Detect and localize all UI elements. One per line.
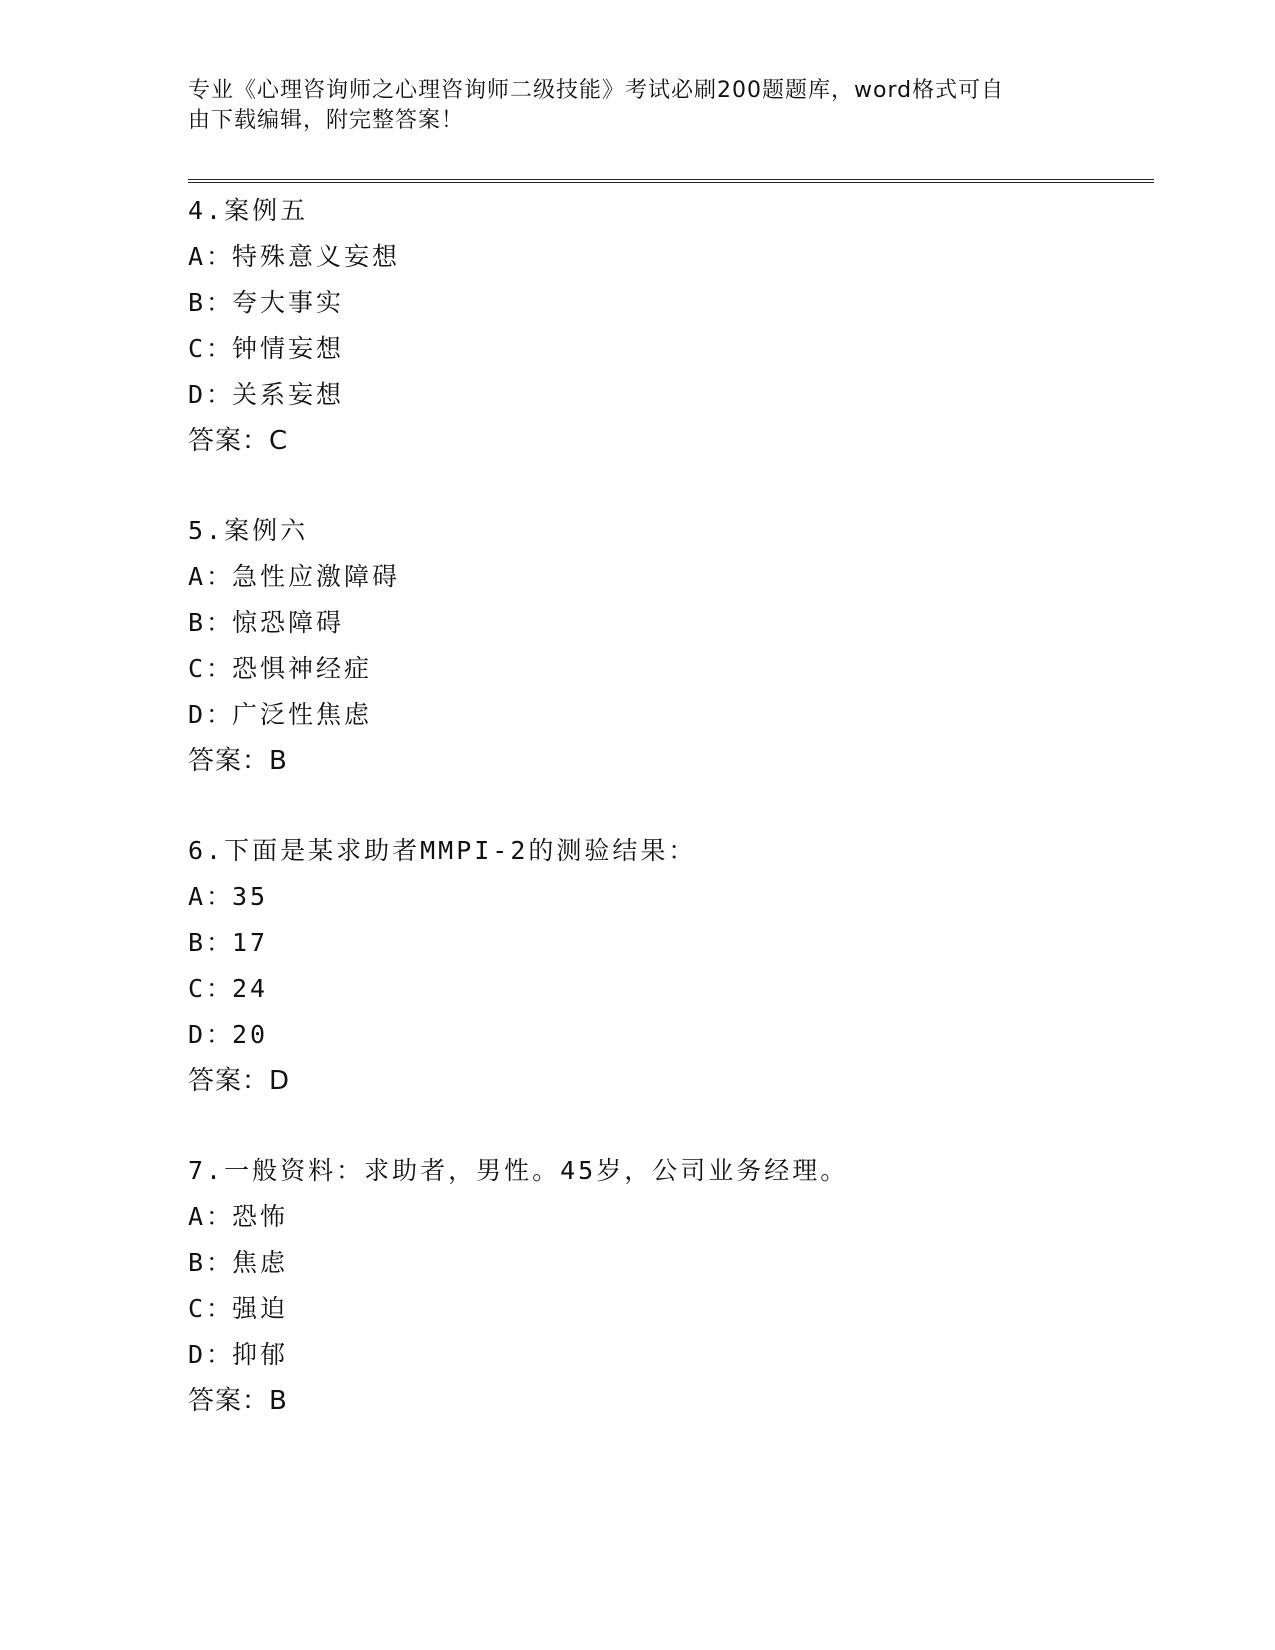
option-text: 24 (232, 974, 269, 1003)
option-b (188, 920, 1088, 966)
option-text: 恐怖 (232, 1202, 289, 1231)
answer-line: 答案：D (188, 1066, 291, 1096)
option-letter: D： (188, 1340, 235, 1369)
answer-line: 答案：B (188, 1386, 288, 1416)
option-letter: B： (188, 928, 235, 957)
option-text: 关系妄想 (232, 380, 345, 409)
question-block (188, 1148, 1088, 1424)
option-text: 特殊意义妄想 (232, 242, 401, 271)
option-d (188, 1012, 1088, 1058)
question-title: 6.下面是某求助者MMPI-2的测验结果： (188, 836, 697, 865)
option-text: 强迫 (232, 1294, 289, 1323)
option-b (188, 600, 1088, 646)
option-text: 20 (232, 1020, 269, 1049)
option-d (188, 692, 1088, 738)
option-letter: A： (188, 1202, 235, 1231)
option-a (188, 234, 1088, 280)
option-c (188, 646, 1088, 692)
option-c (188, 326, 1088, 372)
answer-line: 答案：B (188, 746, 288, 776)
option-b (188, 280, 1088, 326)
option-letter: A： (188, 242, 235, 271)
option-text: 焦虑 (232, 1248, 289, 1277)
option-d (188, 372, 1088, 418)
question-block (188, 188, 1088, 464)
option-a (188, 874, 1088, 920)
option-letter: B： (188, 608, 235, 637)
option-letter: A： (188, 882, 235, 911)
option-letter: D： (188, 1020, 235, 1049)
option-letter: D： (188, 700, 235, 729)
document-header (188, 76, 1068, 136)
question-title: 7.一般资料：求助者，男性。45岁，公司业务经理。 (188, 1156, 849, 1185)
option-letter: C： (188, 654, 235, 683)
option-letter: B： (188, 288, 235, 317)
header-line-1: 专业《心理咨询师之心理咨询师二级技能》考试必刷200题题库，word格式可自 (188, 78, 1005, 103)
option-letter: C： (188, 974, 235, 1003)
option-letter: C： (188, 1294, 235, 1323)
option-text: 17 (232, 928, 269, 957)
option-letter: B： (188, 1248, 235, 1277)
answer-line: 答案：C (188, 426, 289, 456)
option-text: 抑郁 (232, 1340, 289, 1369)
question-title: 5.案例六 (188, 516, 309, 545)
header-divider (188, 179, 1154, 183)
option-b (188, 1240, 1088, 1286)
option-text: 急性应激障碍 (232, 562, 401, 591)
option-text: 钟情妄想 (232, 334, 345, 363)
option-letter: D： (188, 380, 235, 409)
option-c (188, 1286, 1088, 1332)
option-letter: A： (188, 562, 235, 591)
question-title: 4.案例五 (188, 196, 309, 225)
option-a (188, 554, 1088, 600)
option-a (188, 1194, 1088, 1240)
option-letter: C： (188, 334, 235, 363)
option-text: 恐惧神经症 (232, 654, 373, 683)
option-text: 惊恐障碍 (232, 608, 345, 637)
option-c (188, 966, 1088, 1012)
option-text: 广泛性焦虑 (232, 700, 373, 729)
question-block (188, 508, 1088, 784)
option-text: 35 (232, 882, 269, 911)
option-text: 夸大事实 (232, 288, 345, 317)
header-line-2: 由下载编辑，附完整答案！ (188, 108, 465, 133)
question-block (188, 828, 1088, 1104)
option-d (188, 1332, 1088, 1378)
